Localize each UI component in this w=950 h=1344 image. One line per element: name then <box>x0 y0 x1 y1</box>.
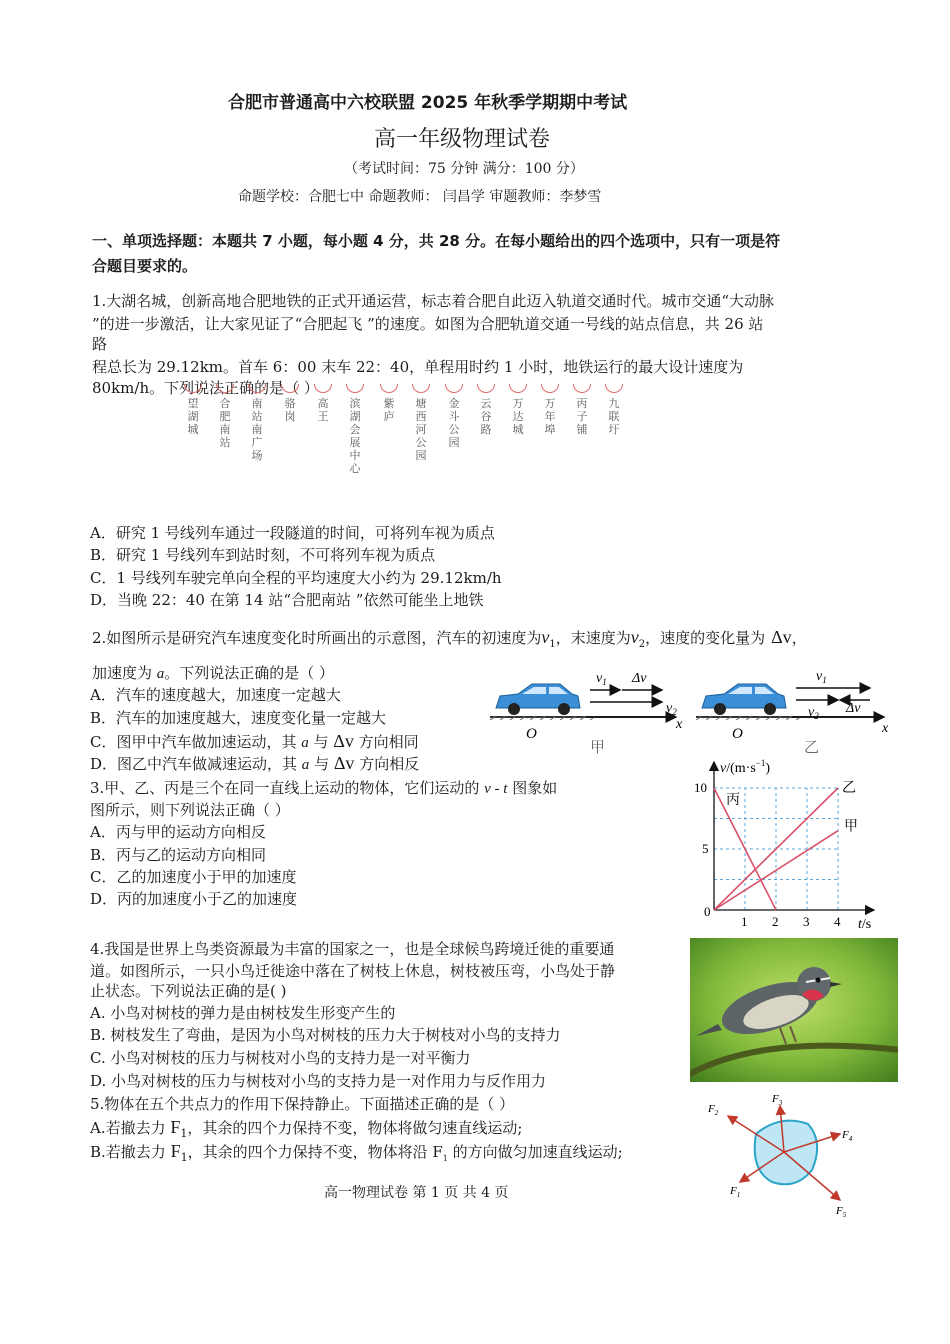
q2-option-d <box>90 752 419 776</box>
q3-text: 3.甲、乙、丙是三个在同一直线上运动的物体，它们运动的 <box>90 779 485 797</box>
station-name: 望湖城 <box>187 397 199 436</box>
q4-stem-line2: 道。如图所示，一只小鸟迁徙途中落在了树枝上休息，树枝被压弯，小鸟处于静 <box>90 962 616 980</box>
q2-text: 与 <box>309 755 334 773</box>
x-tick-label: 4 <box>834 914 841 929</box>
var-delta-v: Δv <box>771 627 792 647</box>
station-name: 云谷路 <box>480 397 492 436</box>
station-name: 万年埠 <box>544 397 556 436</box>
station-name: 滨湖会展中心 <box>349 397 361 475</box>
q5-text: 的方向做匀加速直线运动; <box>447 1143 623 1161</box>
station-name: 紫庐 <box>383 397 395 423</box>
q2-text: ，速度的变化量为 <box>645 629 766 647</box>
five-forces-figure <box>700 1090 860 1218</box>
q3-text: 图象如 <box>507 779 558 797</box>
q2-option-c <box>90 730 419 754</box>
v2-label: $v_2$ <box>666 701 677 717</box>
q1-option-c: C．1 号线列车驶完单向全程的平均速度大小约为 29.12km/h <box>90 569 502 587</box>
q1-stem-line1: 1.大湖名城，创新高地合肥地铁的正式开通运营，标志着合肥自此迈入轨道交通时代。城市交通“大动脉 <box>92 292 774 310</box>
q2-stem-line2 <box>92 662 334 685</box>
var-a: a <box>156 666 165 682</box>
q4-stem-line3: 止状态。下列说法正确的是( ) <box>90 982 287 1000</box>
page-footer: 高一物理试卷 第 1 页 共 4 页 <box>324 1185 509 1201</box>
q5-text: B.若撤去力 <box>90 1143 171 1161</box>
y-tick-label: 10 <box>694 780 707 795</box>
delta-v-label: Δv <box>632 671 647 686</box>
q4-option-d: D. 小鸟对树枝的压力与树枝对小鸟的支持力是一对作用力与反作用力 <box>90 1072 547 1090</box>
y-tick-label: 5 <box>702 841 709 856</box>
v1-label: $v_1$ <box>596 671 607 687</box>
subject-title: 高一年级物理试卷 <box>374 127 551 152</box>
q3-option-b: B．丙与乙的运动方向相同 <box>90 846 267 864</box>
x-axis-label: t/s <box>858 917 872 932</box>
q2-text: 方向相反 <box>354 755 420 773</box>
force-f2-label: $F_2$ <box>708 1103 719 1117</box>
subscript: 1 <box>180 1127 188 1140</box>
force-f3-label: $F_3$ <box>772 1093 783 1107</box>
var-v: v <box>630 627 639 647</box>
origin-label: O <box>732 726 743 742</box>
origin-label: O <box>526 726 537 742</box>
x-axis-label: x <box>882 721 889 736</box>
var-vt: v - t <box>484 781 508 797</box>
station-name: 塘西河公园 <box>415 397 427 462</box>
series-label: 丙 <box>726 793 740 808</box>
exam-title: 合肥市普通高中六校联盟 2025 年秋季学期期中考试 <box>228 93 628 113</box>
q5-text: ，其余的四个力保持不变，物体将沿 F <box>187 1143 443 1161</box>
q5-option-b <box>90 1140 623 1170</box>
q2-stem-line1 <box>92 626 807 656</box>
q2-text: 方向相同 <box>353 733 419 751</box>
q2-text: D．图乙中汽车做减速运动，其 <box>90 755 302 773</box>
exam-authors: 命题学校：合肥七中 命题教师： 闫昌学 审题教师：李梦雪 <box>238 189 602 205</box>
subscript: 1 <box>180 1151 188 1164</box>
q5-text: A.若撤去力 <box>90 1119 171 1137</box>
car-icon <box>702 684 786 715</box>
station-name: 合肥南站 <box>219 397 231 449</box>
q2-text: 加速度为 <box>92 664 157 682</box>
q3-option-c: C．乙的加速度小于甲的加速度 <box>90 868 297 886</box>
figure-label-jia: 甲 <box>590 740 606 756</box>
station-name: 万达城 <box>512 397 524 436</box>
q1-stem-line5: 80km/h。下列说法正确的是（ ） <box>92 379 319 397</box>
var-delta-v: Δv <box>333 731 354 751</box>
y-axis-label: $v/(m\cdot s^{-1})$ <box>720 758 771 776</box>
body-shape <box>755 1121 817 1185</box>
q4-option-c: C. 小鸟对树枝的压力与树枝对小鸟的支持力是一对平衡力 <box>90 1049 471 1067</box>
vt-chart <box>686 756 886 934</box>
subscript: 2 <box>638 639 646 650</box>
force-f5-label: $F_5$ <box>836 1205 847 1218</box>
q1-stem-line3: 路 <box>92 335 108 353</box>
var-a: a <box>301 757 310 773</box>
station-name: 金斗公园 <box>448 397 460 449</box>
metro-station-map <box>182 384 642 494</box>
section-heading: 一、单项选择题：本题共 7 小题，每小题 4 分，共 28 分。在每小题给出的四个选项中，只有一项是符 <box>92 232 781 250</box>
q3-stem-line1 <box>90 777 557 800</box>
x-axis-label: x <box>676 717 683 732</box>
var-a: a <box>301 735 309 751</box>
force-f4-label: $F_4$ <box>842 1129 853 1143</box>
v2-label: $v_2$ <box>808 705 819 721</box>
v1-label: $v_1$ <box>816 669 827 685</box>
series-label: 乙 <box>842 781 856 796</box>
station-name: 高王 <box>317 397 329 423</box>
var-F: F <box>170 1117 181 1137</box>
x-tick-label: 3 <box>803 914 810 929</box>
figure-label-yi: 乙 <box>804 740 820 756</box>
var-v: v <box>541 627 550 647</box>
q3-option-d: D．丙的加速度小于乙的加速度 <box>90 890 298 908</box>
q3-stem-line2: 图所示，则下列说法正确（ ） <box>90 801 290 819</box>
car-velocity-figure <box>486 660 896 760</box>
station-name: 九联圩 <box>608 397 620 436</box>
force-f1-label: $F_1$ <box>730 1185 741 1199</box>
subscript: 1 <box>442 1154 448 1163</box>
bird-on-branch-photo <box>690 938 898 1082</box>
q1-stem-line4: 程总长为 29.12km。首车 6：00 末车 22：40，单程用时约 1 小时，地铁运行的最大设计速度为 <box>92 358 744 376</box>
delta-v-label: Δv <box>846 701 861 716</box>
subscript: 1 <box>549 639 556 650</box>
station-name: 南站南广场 <box>251 397 263 462</box>
x-tick-label: 1 <box>741 914 748 929</box>
series-label: 甲 <box>844 819 858 835</box>
section-heading-cont: 合题目要求的。 <box>92 257 198 275</box>
q1-option-b: B．研究 1 号线列车到站时刻，不可将列车视为质点 <box>90 546 436 564</box>
q2-text: ， <box>791 629 807 647</box>
x-tick-label: 2 <box>772 914 779 929</box>
q1-stem-line2: ”的进一步激活，让大家见证了“合肥起飞 ”的速度。如图为合肥轨道交通一号线的站点信息，共 26 站 <box>92 315 764 333</box>
q2-text: 2.如图所示是研究汽车速度变化时所画出的示意图，汽车的初速度为 <box>92 629 542 647</box>
q4-stem-line1: 4.我国是世界上鸟类资源最为丰富的国家之一，也是全球候鸟跨境迁徙的重要通 <box>90 940 615 958</box>
q5-text: ，其余的四个力保持不变，物体将做匀速直线运动; <box>187 1119 523 1137</box>
q2-text: ，末速度为 <box>555 629 631 647</box>
q4-option-a: A. 小鸟对树枝的弹力是由树枝发生形变产生的 <box>90 1004 396 1022</box>
q5-stem: 5.物体在五个共点力的作用下保持静止。下面描述正确的是（ ） <box>90 1095 515 1113</box>
exam-info: （考试时间：75 分钟 满分：100 分） <box>344 161 584 177</box>
q1-option-d: D．当晚 22：40 在第 14 站“合肥南站 ”依然可能坐上地铁 <box>90 591 484 609</box>
q2-option-b: B．汽车的加速度越大，速度变化量一定越大 <box>90 709 387 727</box>
q2-option-a: A．汽车的速度越大，加速度一定越大 <box>90 686 341 704</box>
q1-option-a: A．研究 1 号线列车通过一段隧道的时间，可将列车视为质点 <box>90 524 495 542</box>
var-delta-v: Δv <box>333 753 355 773</box>
q2-text: 。下列说法正确的是（ ） <box>164 664 335 682</box>
var-F: F <box>170 1141 181 1161</box>
q2-text: C．图甲中汽车做加速运动，其 <box>90 733 302 751</box>
q3-option-a: A．丙与甲的运动方向相反 <box>90 823 266 841</box>
q4-option-b: B. 树枝发生了弯曲，是因为小鸟对树枝的压力大于树枝对小鸟的支持力 <box>90 1026 561 1044</box>
q2-text: 与 <box>308 733 334 751</box>
origin-label: 0 <box>704 904 711 919</box>
car-icon <box>496 684 580 715</box>
station-name: 丙子铺 <box>576 397 588 436</box>
station-name: 骆岗 <box>284 397 296 423</box>
